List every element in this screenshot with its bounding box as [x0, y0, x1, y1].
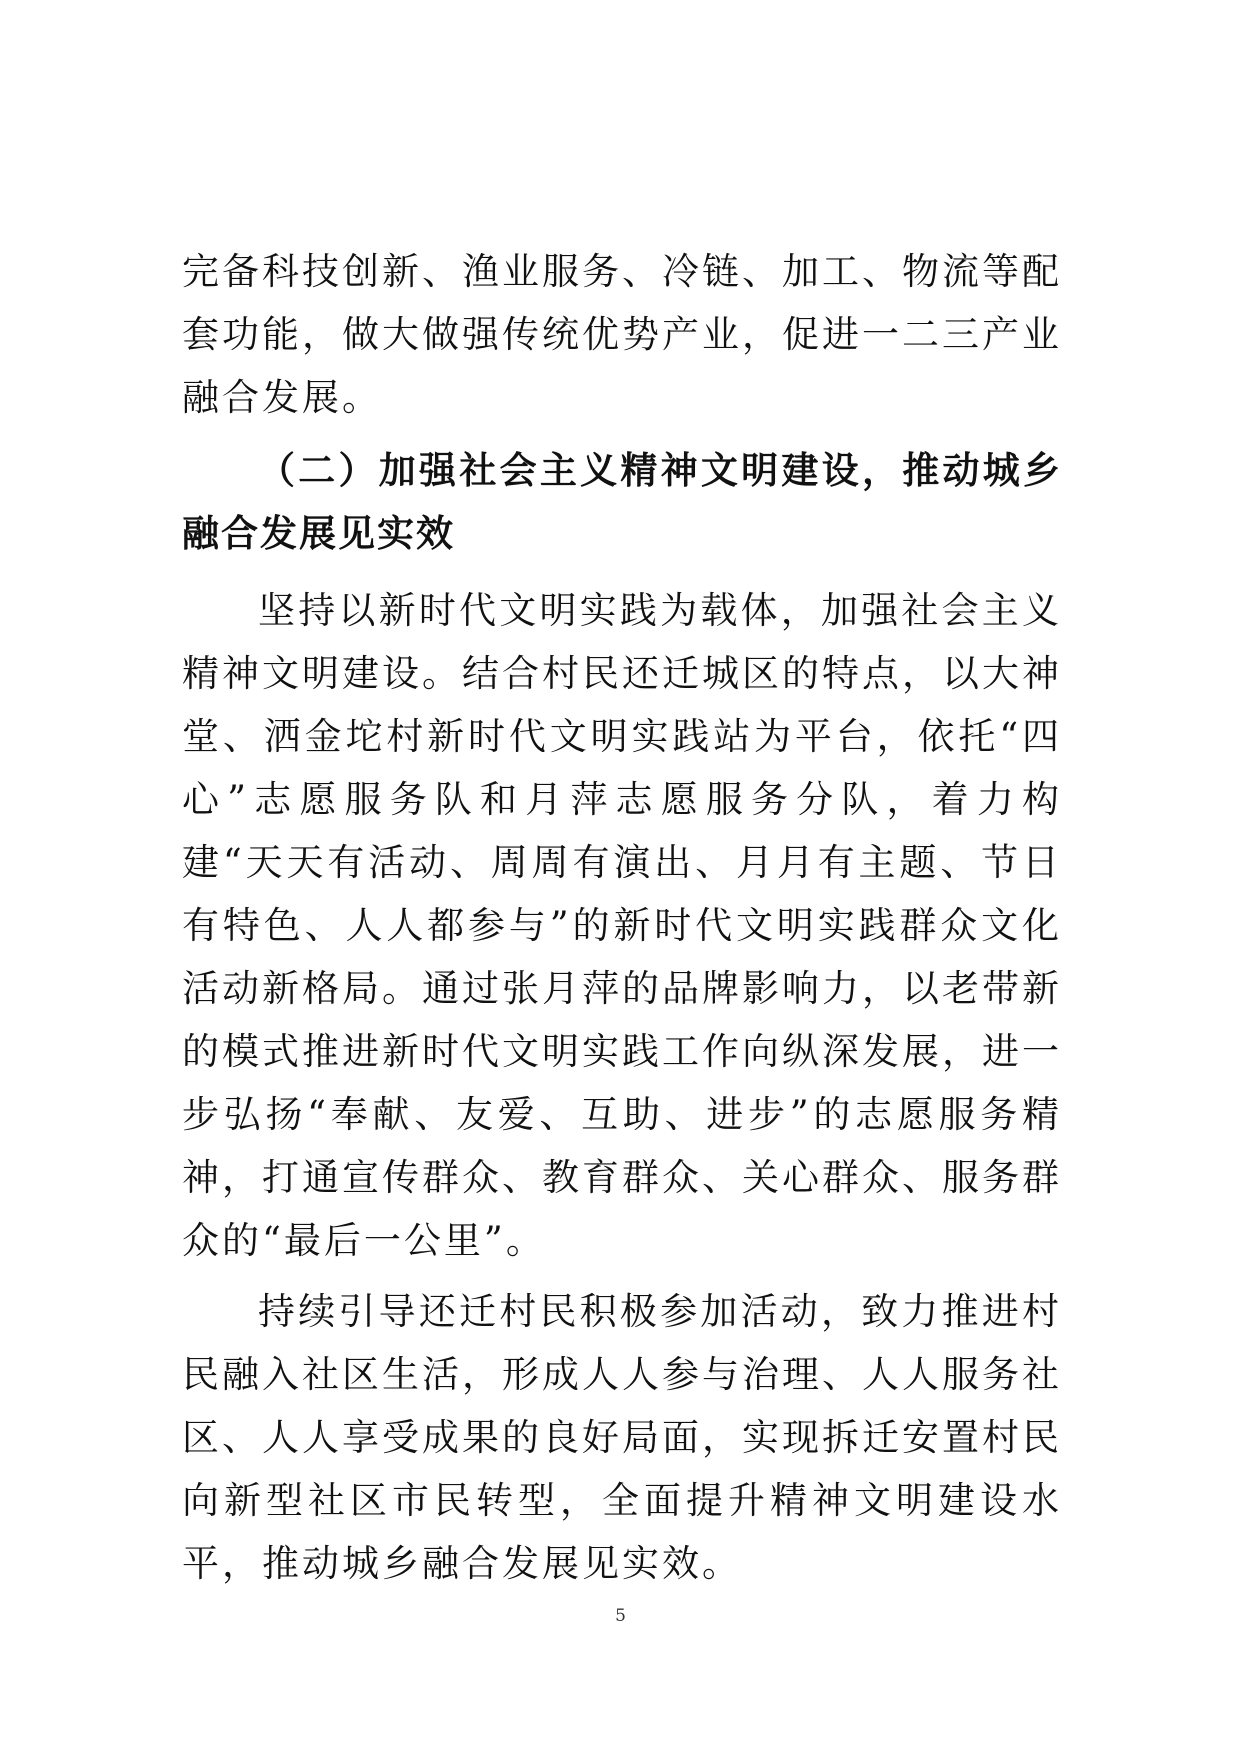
paragraph-continuation: 完备科技创新、渔业服务、冷链、加工、物流等配套功能，做大做强传统优势产业，促进一二三产业融合发展。 — [182, 250, 1062, 419]
page-number: 5 — [615, 1606, 626, 1626]
paragraph-community-integration: 持续引导还迁村民积极参加活动，致力推进村民融入社区生活，形成人人参与治理、人人服务社区、人人享受成果的良好局面，实现拆迁安置村民向新型社区市民转型，全面提升精神文明建设水平，推动城乡融合发展见实效。 — [182, 1290, 1062, 1585]
paragraph-civilization-practice: 坚持以新时代文明实践为载体，加强社会主义精神文明建设。结合村民还迁城区的特点，以大神堂、洒金坨村新时代文明实践站为平台，依托“四心”志愿服务队和月萍志愿服务分队，着力构建“天天有活动、周周有演出、月月有主题、节日有特色、人人都参与”的新时代文明实践群众文化活动新格局。通过张月萍的品牌影响力，以老带新的模式推进新时代文明实践工作向纵深发展，进一步弘扬“奉献、友爱、互助、进步”的志愿服务精神，打通宣传群众、教育群众、关心群众、服务群众的“最后一公里”。 — [182, 589, 1062, 1262]
document-body — [182, 240, 1062, 1595]
section-heading: （二）加强社会主义精神文明建设，推动城乡融合发展见实效 — [182, 449, 1062, 555]
